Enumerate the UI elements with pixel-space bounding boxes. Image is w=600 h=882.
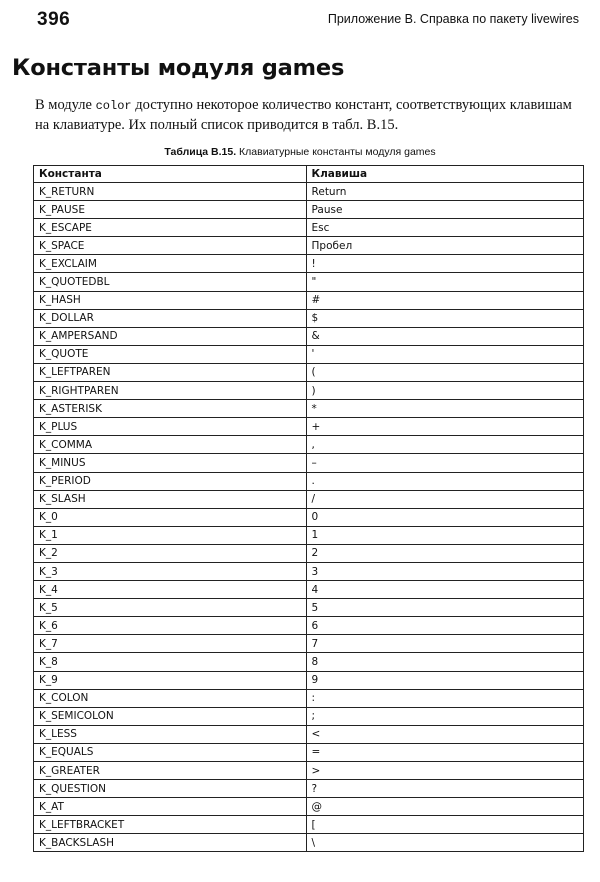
table-row xyxy=(34,653,584,671)
key-cell: – xyxy=(306,454,583,472)
key-cell: Return xyxy=(306,183,583,201)
table-row xyxy=(34,237,584,255)
paragraph-text-before: В модуле xyxy=(35,97,96,113)
constant-cell: K_RIGHTPAREN xyxy=(34,382,307,400)
key-cell: 5 xyxy=(306,599,583,617)
table-row xyxy=(34,617,584,635)
table-row xyxy=(34,472,584,490)
key-cell: Пробел xyxy=(306,237,583,255)
key-cell: . xyxy=(306,472,583,490)
running-header: Приложение В. Справка по пакету livewires xyxy=(327,12,579,26)
key-cell: = xyxy=(306,743,583,761)
key-cell: 7 xyxy=(306,635,583,653)
key-cell: @ xyxy=(306,798,583,816)
table-row xyxy=(34,201,584,219)
table-row xyxy=(34,219,584,237)
page-number: 396 xyxy=(37,9,71,30)
table-row xyxy=(34,454,584,472)
table-row xyxy=(34,526,584,544)
key-cell: [ xyxy=(306,816,583,834)
constant-cell: K_LEFTPAREN xyxy=(34,363,307,381)
constant-cell: K_BACKSLASH xyxy=(34,834,307,852)
table-caption xyxy=(0,146,600,158)
intro-paragraph xyxy=(35,96,580,135)
constant-cell: K_PLUS xyxy=(34,418,307,436)
table-row xyxy=(34,382,584,400)
table-row xyxy=(34,689,584,707)
key-cell: 1 xyxy=(306,526,583,544)
table-row xyxy=(34,798,584,816)
key-cell: : xyxy=(306,689,583,707)
constant-cell: K_0 xyxy=(34,508,307,526)
table-row xyxy=(34,273,584,291)
constant-cell: K_SLASH xyxy=(34,490,307,508)
constant-cell: K_GREATER xyxy=(34,762,307,780)
constant-cell: K_PERIOD xyxy=(34,472,307,490)
constant-cell: K_6 xyxy=(34,617,307,635)
constant-cell: K_AT xyxy=(34,798,307,816)
column-header-key: Клавиша xyxy=(306,166,583,183)
constant-cell: K_EXCLAIM xyxy=(34,255,307,273)
constant-cell: K_LEFTBRACKET xyxy=(34,816,307,834)
constant-cell: K_8 xyxy=(34,653,307,671)
table-row xyxy=(34,599,584,617)
key-cell: # xyxy=(306,291,583,309)
constant-cell: K_COMMA xyxy=(34,436,307,454)
table-row xyxy=(34,725,584,743)
key-cell: 2 xyxy=(306,544,583,562)
table-caption-label: Таблица В.15. xyxy=(164,146,237,158)
constant-cell: K_QUESTION xyxy=(34,780,307,798)
key-cell: \ xyxy=(306,834,583,852)
table-row xyxy=(34,400,584,418)
key-cell: ) xyxy=(306,382,583,400)
table-row xyxy=(34,309,584,327)
table-row xyxy=(34,345,584,363)
constant-cell: K_QUOTEDBL xyxy=(34,273,307,291)
constant-cell: K_3 xyxy=(34,562,307,580)
key-cell: * xyxy=(306,400,583,418)
section-title: Константы модуля games xyxy=(12,55,345,81)
key-cell: ! xyxy=(306,255,583,273)
key-cell: Pause xyxy=(306,201,583,219)
table-row xyxy=(34,490,584,508)
paragraph-text-after: доступно некоторое количество констант, соответствующих клавишам на клавиатуре. Их полный список приводится в табл. В.15. xyxy=(35,97,572,133)
constant-cell: K_2 xyxy=(34,544,307,562)
key-cell: > xyxy=(306,762,583,780)
key-cell: " xyxy=(306,273,583,291)
constant-cell: K_PAUSE xyxy=(34,201,307,219)
table-row xyxy=(34,291,584,309)
constant-cell: K_DOLLAR xyxy=(34,309,307,327)
constant-cell: K_LESS xyxy=(34,725,307,743)
constant-cell: K_1 xyxy=(34,526,307,544)
key-cell: ' xyxy=(306,345,583,363)
key-cell: ( xyxy=(306,363,583,381)
table-row xyxy=(34,544,584,562)
constant-cell: K_ASTERISK xyxy=(34,400,307,418)
constant-cell: K_7 xyxy=(34,635,307,653)
key-cell: 6 xyxy=(306,617,583,635)
table-row xyxy=(34,418,584,436)
table-body xyxy=(34,183,584,852)
key-cell: + xyxy=(306,418,583,436)
table-row xyxy=(34,816,584,834)
table-row xyxy=(34,707,584,725)
key-cell: , xyxy=(306,436,583,454)
table-row xyxy=(34,671,584,689)
table-row xyxy=(34,743,584,761)
key-cell: < xyxy=(306,725,583,743)
key-cell: 8 xyxy=(306,653,583,671)
key-cell: 4 xyxy=(306,581,583,599)
table-row xyxy=(34,327,584,345)
constant-cell: K_RETURN xyxy=(34,183,307,201)
column-header-constant: Константа xyxy=(34,166,307,183)
constant-cell: K_COLON xyxy=(34,689,307,707)
table-row xyxy=(34,255,584,273)
constant-cell: K_AMPERSAND xyxy=(34,327,307,345)
table-row xyxy=(34,508,584,526)
key-cell: 9 xyxy=(306,671,583,689)
table-row xyxy=(34,834,584,852)
table-row xyxy=(34,762,584,780)
key-cell: ; xyxy=(306,707,583,725)
constant-cell: K_4 xyxy=(34,581,307,599)
table-row xyxy=(34,635,584,653)
table-header-row xyxy=(34,166,584,183)
key-cell: Esc xyxy=(306,219,583,237)
inline-code: color xyxy=(95,99,132,113)
table-row xyxy=(34,581,584,599)
table-row xyxy=(34,562,584,580)
constant-cell: K_5 xyxy=(34,599,307,617)
constant-cell: K_EQUALS xyxy=(34,743,307,761)
key-cell: $ xyxy=(306,309,583,327)
table-row xyxy=(34,363,584,381)
table-row xyxy=(34,183,584,201)
key-cell: ? xyxy=(306,780,583,798)
constant-cell: K_9 xyxy=(34,671,307,689)
constant-cell: K_HASH xyxy=(34,291,307,309)
table-caption-text: Клавиатурные константы модуля games xyxy=(236,146,436,158)
key-cell: 3 xyxy=(306,562,583,580)
table-row xyxy=(34,436,584,454)
constant-cell: K_SEMICOLON xyxy=(34,707,307,725)
constant-cell: K_ESCAPE xyxy=(34,219,307,237)
key-cell: 0 xyxy=(306,508,583,526)
constant-cell: K_SPACE xyxy=(34,237,307,255)
key-cell: & xyxy=(306,327,583,345)
table-row xyxy=(34,780,584,798)
key-cell: / xyxy=(306,490,583,508)
constant-cell: K_QUOTE xyxy=(34,345,307,363)
constant-cell: K_MINUS xyxy=(34,454,307,472)
key-constants-table xyxy=(33,165,584,852)
